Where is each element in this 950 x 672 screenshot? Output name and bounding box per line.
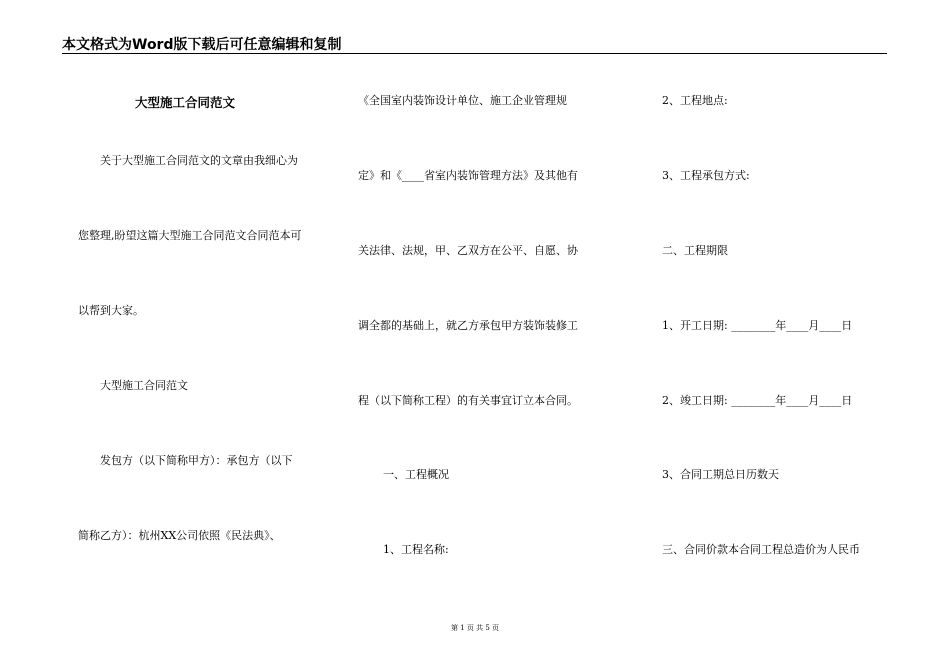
contract-item: 3、工程承包方式: xyxy=(662,169,750,182)
paragraph-line: 您整理,盼望这篇大型施工合同范文合同范本可 xyxy=(78,229,302,242)
paragraph-line: 以帮到大家。 xyxy=(78,304,144,317)
document-title: 大型施工合同范文 xyxy=(135,95,236,110)
section-heading: 大型施工合同范文 xyxy=(100,379,188,392)
contract-item: 1、工程名称: xyxy=(383,543,449,556)
paragraph-line: 关于大型施工合同范文的文章由我细心为 xyxy=(100,154,298,167)
contract-item: 1、开工日期: ________年____月____日 xyxy=(662,319,853,332)
contract-item: 2、工程地点: xyxy=(662,94,728,107)
document-header-banner: 本文格式为Word版下载后可任意编辑和复制 xyxy=(62,37,342,53)
contract-item: 2、竣工日期: ________年____月____日 xyxy=(662,394,853,407)
page-indicator: 第 1 页 共 5 页 xyxy=(450,624,500,632)
paragraph-line: 《全国室内装饰设计单位、施工企业管理规 xyxy=(358,94,567,107)
paragraph-line: 简称乙方）：杭州XX公司依照《民法典》、 xyxy=(78,529,281,542)
paragraph-line: 调全都的基础上，就乙方承包甲方装饰装修工 xyxy=(358,319,578,332)
contract-item: 3、合同工期总日历数天 xyxy=(662,468,779,481)
paragraph-line: 关法律、法规，甲、乙双方在公平、自愿、协 xyxy=(358,244,578,257)
paragraph-line: 发包方（以下简称甲方）：承包方（以下 xyxy=(100,454,293,467)
paragraph-line: 程（以下简称工程）的有关事宜订立本合同。 xyxy=(358,394,578,407)
section-heading: 三、合同价款本合同工程总造价为人民币 xyxy=(662,543,860,556)
header-divider xyxy=(62,53,887,54)
section-heading: 一、工程概况 xyxy=(383,468,449,481)
paragraph-line: 定》和《____省室内装饰管理方法》及其他有 xyxy=(358,169,578,182)
section-heading: 二、工程期限 xyxy=(662,244,728,257)
